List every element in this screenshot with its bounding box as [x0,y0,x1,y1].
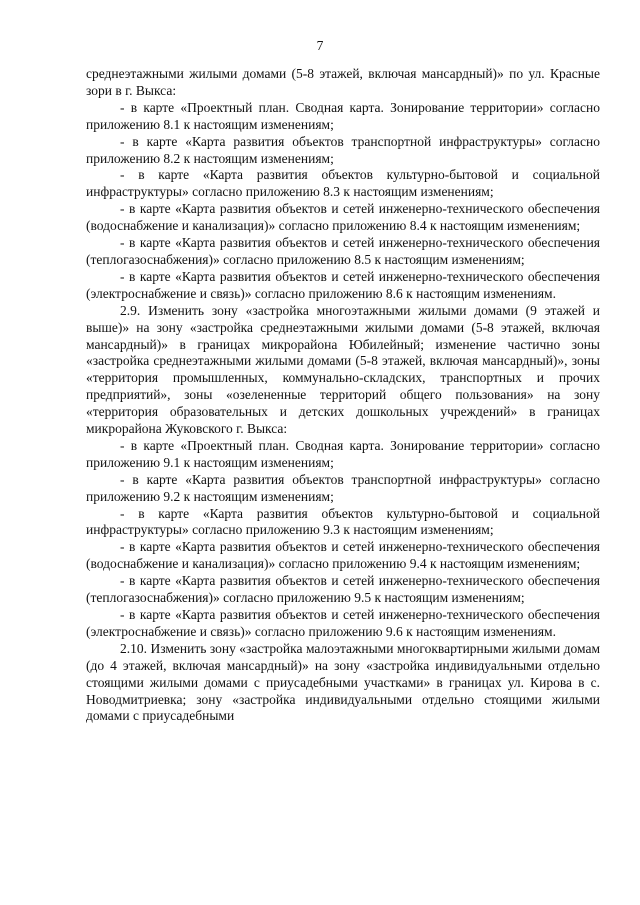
list-item: - в карте «Карта развития объектов и сетей инженерно-технического обеспечения (водоснабжение и канализация)» согласно приложению 9.4 к настоящим изменениям; [86,539,600,572]
section-paragraph: 2.10. Изменить зону «застройка малоэтажными многоквартирными жилыми домам (до 4 этажей, включая мансардный)» на зону «застройка индивидуальными отдельно стоящими жилыми домами с приусадебными участками» в границах ул. Кирова в с. Новодмитриевка; зону «застройка индивидуальными отдельно стоящими жилыми домами с приусадебными [86,640,600,724]
document-body [86,66,600,725]
list-item: - в карте «Карта развития объектов транспортной инфраструктуры» согласно приложению 9.2 к настоящим изменениям; [86,471,600,504]
list-item: - в карте «Карта развития объектов культурно-бытовой и социальной инфраструктуры» согласно приложению 9.3 к настоящим изменениям; [86,505,600,538]
list-item: - в карте «Карта развития объектов транспортной инфраструктуры» согласно приложению 8.2 к настоящим изменениям; [86,133,600,166]
page-number: 7 [316,38,324,53]
list-item: - в карте «Проектный план. Сводная карта. Зонирование территории» согласно приложению 9.1 к настоящим изменениям; [86,437,600,470]
list-item: - в карте «Карта развития объектов культурно-бытовой и социальной инфраструктуры» согласно приложению 8.3 к настоящим изменениям; [86,167,600,200]
paragraph-continuation: среднеэтажными жилыми домами (5-8 этажей, включая мансардный)» по ул. Красные зори в г. Выкса: [86,66,600,98]
list-item: - в карте «Карта развития объектов и сетей инженерно-технического обеспечения (электроснабжение и связь)» согласно приложению 9.6 к настоящим изменениям. [86,607,600,639]
list-item: - в карте «Проектный план. Сводная карта. Зонирование территории» согласно приложению 8.1 к настоящим изменениям; [86,99,600,132]
list-item: - в карте «Карта развития объектов и сетей инженерно-технического обеспечения (электроснабжение и связь)» согласно приложению 8.6 к настоящим изменениям. [86,268,600,301]
list-item: - в карте «Карта развития объектов и сетей инженерно-технического обеспечения (теплогазоснабжения)» согласно приложению 9.5 к настоящим изменениям; [86,573,600,606]
list-item: - в карте «Карта развития объектов и сетей инженерно-технического обеспечения (теплогазоснабжения)» согласно приложению 8.5 к настоящим изменениям; [86,235,600,267]
section-paragraph: 2.9. Изменить зону «застройка многоэтажными жилыми домами (9 этажей и выше)» на зону «застройка среднеэтажными жилыми домами (5-8 этажей, включая мансардный)» в границах микрорайона Юбилейный; изменение частично зоны «застройка среднеэтажными жилыми домами (5-8 этажей, включая мансардный)», зоны «территория промышленных, коммунально-складских, транспортных и прочих предприятий», зоны «озелененные территорий общего пользования» на зону «территория образовательных и детских дошкольных учреждений» в границах микрорайона Жуковского г. Выкса: [86,302,600,437]
list-item: - в карте «Карта развития объектов и сетей инженерно-технического обеспечения (водоснабжение и канализация)» согласно приложению 8.4 к настоящим изменениям; [86,201,600,234]
